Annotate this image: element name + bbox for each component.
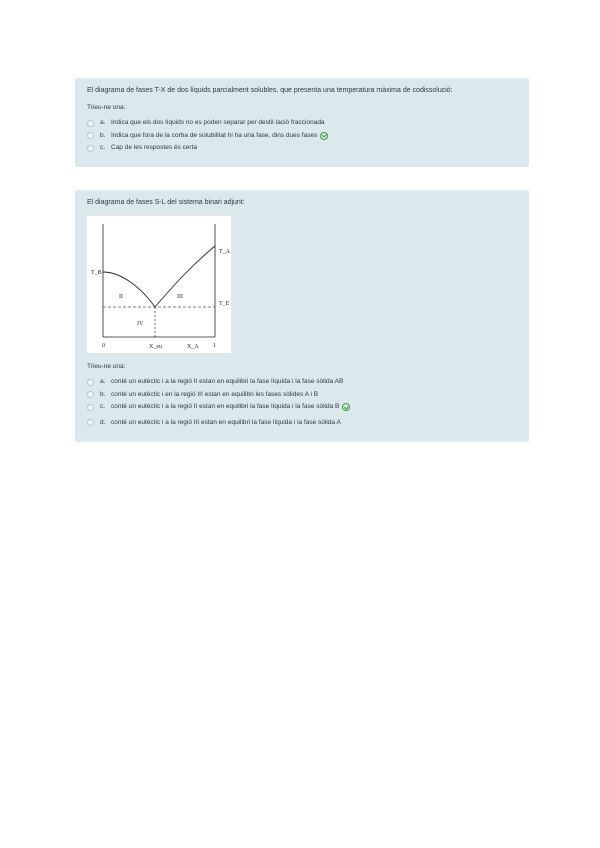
label-xeu: X_eu: [149, 344, 162, 350]
option-b[interactable]: [87, 389, 517, 402]
question-text: El diagrama de fases T-X de dos líquids parcialment solubles, que presenta una temperatura màxima de codissolució:: [87, 87, 453, 94]
phase-diagram-svg: [87, 216, 231, 353]
question-text: El diagrama de fases S-L del sistema binari adjunt:: [87, 199, 245, 206]
option-a[interactable]: [87, 117, 517, 130]
label-ta: T_A: [219, 249, 230, 255]
radio-button[interactable]: [87, 120, 94, 127]
option-letter: c.: [100, 144, 106, 152]
label-region-ii: II: [119, 294, 123, 300]
option-text: conté un eutèctic i a la regió III estan en equilibri la fase líquida i la fase sòlida A: [111, 418, 341, 426]
question-card-2: [75, 190, 529, 442]
correct-check-icon: [342, 403, 350, 411]
question-card-1: [75, 78, 529, 167]
option-letter: d.: [100, 418, 106, 426]
option-letter: b.: [100, 390, 106, 398]
radio-button[interactable]: [87, 145, 94, 152]
option-text: conté un eutèctic i a la regió II estan en equilibri la fase líquida i la fase sòlida AB: [111, 378, 344, 386]
label-region-iii: III: [177, 294, 183, 300]
option-text: Cap de les respostes és certa: [111, 144, 197, 152]
radio-button[interactable]: [87, 404, 94, 411]
option-text: Indica que fora de la corba de solubilitat hi ha una fase, dins dues fases: [111, 131, 318, 139]
option-c[interactable]: [87, 401, 517, 414]
label-xa: X_A: [187, 344, 199, 350]
radio-button[interactable]: [87, 391, 94, 398]
option-letter: b.: [100, 131, 106, 139]
liquidus-curve-b: [103, 272, 155, 307]
choose-one-label: Trieu-ne una:: [87, 104, 126, 111]
phase-diagram-figure: [87, 216, 231, 353]
radio-button[interactable]: [87, 132, 94, 139]
radio-button[interactable]: [87, 419, 94, 426]
option-letter: a.: [100, 378, 106, 386]
option-letter: c.: [100, 403, 106, 411]
radio-button[interactable]: [87, 379, 94, 386]
correct-check-icon: [320, 132, 328, 140]
label-one: 1: [213, 343, 216, 349]
label-region-iv: IV: [137, 321, 144, 327]
option-text: Indica que els dos líquids no es poden separar per destil·lació fraccionada: [111, 119, 325, 127]
option-b[interactable]: [87, 130, 517, 143]
option-a[interactable]: [87, 376, 517, 389]
label-tb: T_B: [91, 270, 102, 276]
option-text: conté un eutèctic i en la regió III estan en equilibri les fases sòlides A i B: [111, 390, 319, 398]
option-d[interactable]: [87, 417, 517, 430]
option-c[interactable]: [87, 142, 517, 155]
liquidus-curve-a: [155, 246, 215, 307]
label-te: T_E: [219, 301, 230, 307]
option-letter: a.: [100, 119, 106, 127]
option-text: conté un eutèctic i a la regió II estan en equilibri la fase líquida i la fase sòlida B: [111, 403, 340, 411]
label-zero: 0: [102, 343, 105, 349]
choose-one-label: Trieu-ne una:: [87, 363, 126, 370]
